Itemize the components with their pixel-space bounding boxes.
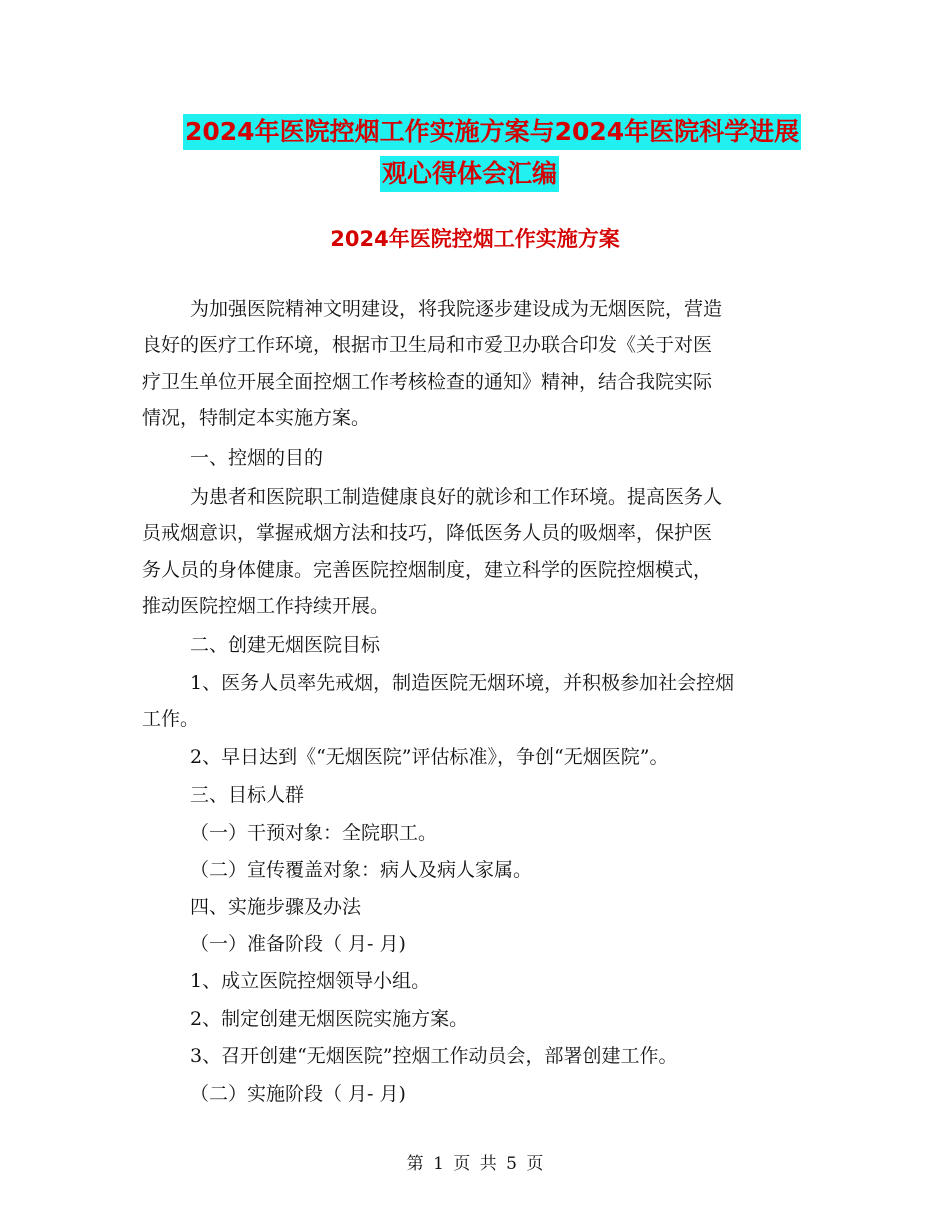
intro-line: 为加强医院精神文明建设，将我院逐步建设成为无烟医院，营造 [190, 298, 723, 320]
title-line-2: 观心得体会汇编 [380, 156, 559, 192]
purpose-line: 员戒烟意识，掌握戒烟方法和技巧，降低医务人员的吸烟率，保护医 [142, 522, 713, 544]
stage-line: （一）准备阶段（ 月- 月) [190, 933, 406, 955]
target-line: （一）干预对象：全院职工。 [190, 822, 438, 844]
intro-line: 疗卫生单位开展全面控烟工作考核检查的通知》精神，结合我院实际 [142, 371, 713, 393]
section-title: 2024年医院控烟工作实施方案 [330, 227, 620, 251]
step-line: 1、成立医院控烟领导小组。 [190, 970, 431, 992]
purpose-line: 推动医院控烟工作持续开展。 [142, 595, 390, 617]
heading-purpose: 一、控烟的目的 [190, 447, 324, 469]
purpose-line: 务人员的身体健康。完善医院控烟制度，建立科学的医院控烟模式， [142, 559, 713, 581]
heading-target: 三、目标人群 [190, 784, 305, 806]
purpose-line: 为患者和医院职工制造健康良好的就诊和工作环境。提高医务人 [190, 486, 723, 508]
heading-steps: 四、实施步骤及办法 [190, 896, 362, 918]
step-line: 2、制定创建无烟医院实施方案。 [190, 1008, 469, 1030]
page-footer: 第 1 页 共 5 页 [406, 1154, 544, 1174]
intro-line: 良好的医疗工作环境，根据市卫生局和市爱卫办联合印发《关于对医 [142, 334, 713, 356]
heading-goals: 二、创建无烟医院目标 [190, 634, 381, 656]
step-line: 3、召开创建“无烟医院”控烟工作动员会，部署创建工作。 [190, 1045, 678, 1067]
stage-line: （二）实施阶段（ 月- 月) [190, 1083, 406, 1105]
intro-line: 情况，特制定本实施方案。 [142, 407, 371, 429]
goal-line: 1、医务人员率先戒烟，制造医院无烟环境，并积极参加社会控烟 [190, 672, 735, 694]
goal-line: 工作。 [142, 708, 200, 730]
goal-line: 2、早日达到《“无烟医院”评估标准》，争创“无烟医院”。 [190, 746, 669, 768]
target-line: （二）宣传覆盖对象：病人及病人家属。 [190, 859, 533, 881]
title-line-1: 2024年医院控烟工作实施方案与2024年医院科学进展 [183, 114, 801, 150]
